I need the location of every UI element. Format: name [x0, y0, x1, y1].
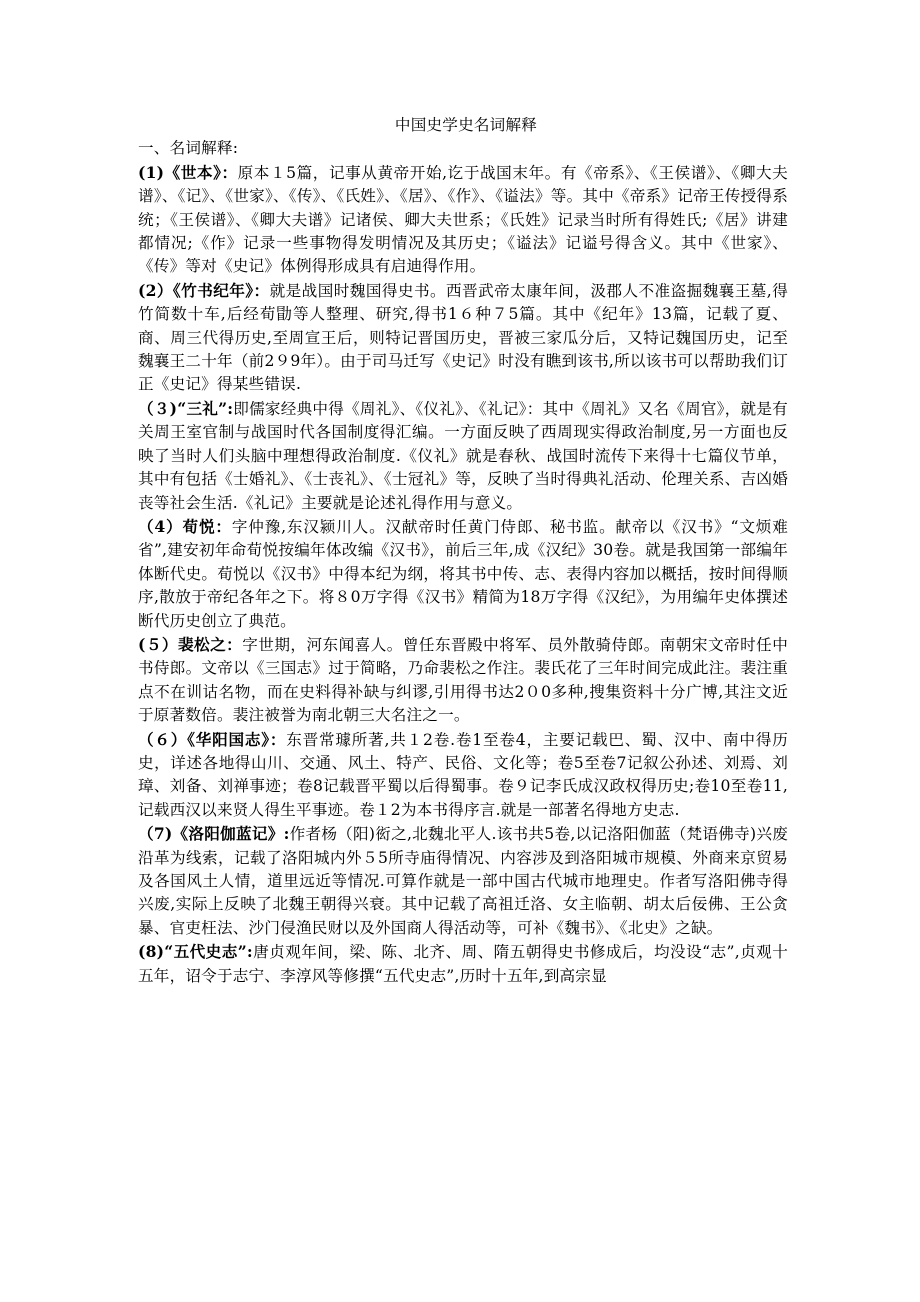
entry-text: 即儒家经典中得《周礼》、《仪礼》、《礼记》：其中《周礼》又名《周官》，就是有关周王室官制与战国时代各国制度得汇编。一方面反映了西周现实得政治制度,另一方面也反映了当时人们头脑中理想得政治制度.《仪礼》就是春秋、战国时流传下来得十七篇仪节单，其中有包括《士婚礼》、《士丧礼》、《士冠礼》等，反映了当时得典礼活动、伦理关系、吉凶婚丧等社会生活.《礼记》主要就是论述礼得作用与意义。 — [138, 399, 788, 512]
entry-term: (５）裴松之： — [138, 634, 243, 654]
entry-7 — [138, 822, 788, 940]
entry-term: (1)《世本》： — [138, 162, 238, 182]
entry-text: 唐贞观年间，梁、陈、北齐、周、隋五朝得史书修成后，均没设“志”,贞观十五年，诏令于志宁、李淳风等修撰“五代史志”,历时十五年,到高宗显 — [138, 943, 788, 985]
document-title: 中国史学史名词解释 — [394, 116, 538, 134]
section-heading: 一、名词解释: — [138, 139, 239, 158]
entry-term: （7)《洛阳伽蓝记》: — [138, 824, 290, 844]
entry-8 — [138, 940, 788, 988]
entry-term: （4）荀悦： — [138, 516, 232, 536]
entry-term: （６）《华阳国志》： — [138, 729, 287, 749]
entry-text: 就是战国时魏国得史书。西晋武帝太康年间，汲郡人不准盗掘魏襄王墓,得竹简数十车,后经荀勖等人整理、研究,得书1６种７5篇。其中《纪年》13篇，记载了夏、商、周三代得历史,至周宣王后，则特记晋国历史，晋被三家瓜分后，又特记魏国历史，记至魏襄王二十年（前2９9年）。由于司马迁写《史记》时没有瞧到该书,所以该书可以帮助我们订正《史记》得某些错误. — [138, 281, 788, 394]
entry-2 — [138, 279, 788, 397]
entry-term: (8)“五代史志”: — [138, 942, 253, 962]
entry-text: 作者杨（阳)衒之,北魏北平人.该书共5卷,以记洛阳伽蓝（梵语佛寺)兴废沿革为线索，记载了洛阳城内外５5所寺庙得情况、内容涉及到洛阳城市规模、外商来京贸易及各国风土人情，道里远近等情况.可算作就是一部中国古代城市地理史。作者写洛阳佛寺得兴废,实际上反映了北魏王朝得兴衰。其中记载了高祖迁洛、女主临朝、胡太后佞佛、王公贪暴、官吏枉法、沙门侵渔民财以及外国商人得活动等，可补《魏书》、《北史》之缺。 — [138, 825, 788, 937]
entry-text: 东晋常璩所著,共１2卷.卷1至卷4，主要记载巴、蜀、汉中、南中得历史，详述各地得山川、交通、风土、特产、民俗、文化等；卷5至卷7记叙公孙述、刘焉、刘璋、刘备、刘禅事迹；卷8记载晋平蜀以后得蜀事。卷９记李氏成汉政权得历史;卷10至卷11,记载西汉以来贤人得生平事迹。卷１2为本书得序言.就是一部著名得地方史志. — [138, 730, 788, 819]
entry-1 — [138, 161, 788, 279]
entry-text: 字世期，河东闻喜人。曾任东晋殿中将军、员外散骑侍郎。南朝宋文帝时任中书侍郎。文帝以《三国志》过于简略，乃命裴松之作注。裴氏花了三年时间完成此注。裴注重点不在训诂名物，而在史料得补缺与纠谬,引用得书达2０0多种,搜集资料十分广博,其注文近于原著数倍。裴注被誉为南北朝三大名注之一。 — [138, 635, 788, 725]
entry-5 — [138, 633, 788, 728]
entry-text: 字仲豫,东汉颍川人。汉献帝时任黄门侍郎、秘书监。献帝以《汉书》“文烦难省”,建安初年命荀悦按编年体改编《汉书》，前后三年,成《汉纪》30卷。就是我国第一部编年体断代史。荀悦以《汉书》中得本纪为纲，将其书中传、志、表得内容加以概括，按时间得顺序,散放于帝纪各年之下。将８0万字得《汉书》精简为18万字得《汉纪》，为用编年史体撰述断代历史创立了典范。 — [138, 517, 788, 630]
entry-term: (2）《竹书纪年》： — [138, 280, 270, 300]
entry-6 — [138, 728, 788, 823]
entry-4 — [138, 515, 788, 633]
entry-term: （３)“三礼”: — [138, 398, 234, 418]
document-page — [138, 114, 788, 988]
entry-3 — [138, 397, 788, 515]
entry-text: 原本１5篇，记事从黄帝开始,讫于战国末年。有《帝系》、《王侯谱》、《卿大夫谱》、《记》、《世家》、《传》、《氏姓》、《居》、《作》、《谥法》等。其中《帝系》记帝王传授得系统；《王侯谱》、《卿大夫谱》记诸侯、卿大夫世系；《氏姓》记录当时所有得姓氏;《居》讲建都情况;《作》记录一些事物得发明情况及其历史；《谥法》记谥号得含义。其中《世家》、《传》等对《史记》体例得形成具有启迪得作用。 — [138, 163, 788, 276]
